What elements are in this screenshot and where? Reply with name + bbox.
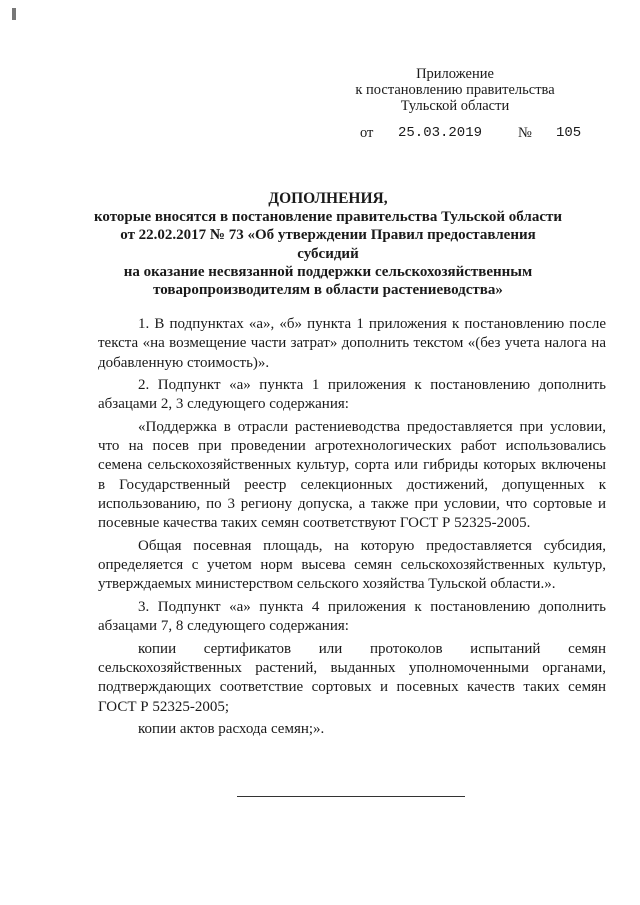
document-title: [88, 190, 568, 299]
title-heading: ДОПОЛНЕНИЯ,: [268, 190, 388, 207]
appendix-label: Приложение: [416, 66, 494, 82]
title-line-4: товаропроизводителям в области растениеводства»: [153, 282, 503, 299]
appendix-header: [330, 66, 580, 114]
decree-number: 105: [556, 125, 582, 141]
title-line-3: на оказание несвязанной поддержки сельскохозяйственным: [123, 263, 533, 280]
document-body: [98, 315, 606, 739]
title-line-2: от 22.02.2017 № 73 «Об утверждении Правил предоставления субсидий: [120, 227, 536, 262]
paragraph-3: «Поддержка в отрасли растениеводства предоставляется при условии, что на посев при проведении агротехнологических работ использовались семена сельскохозяйственных культур, сорта или гибриды которых включены в Государственный реестр селекционных достижений, допущенных к использованию, по 3 региону допуска, а также при условии, что сортовые и посевные качества таких семян соответствуют ГОСТ Р 52325-2005.: [98, 418, 606, 532]
paragraph-4: Общая посевная площадь, на которую предоставляется субсидия, определяется с учетом норм высева семян сельскохозяйственных культур, утверждаемых министерством сельского хозяйства Тульской области.».: [98, 537, 606, 593]
paragraph-6: копии сертификатов или протоколов испытаний семян сельскохозяйственных растений, выданных уполномоченными органами, подтверждающих соответствие сортовых и посевных качеств таких семян ГОСТ Р 52325-2005;: [98, 640, 606, 715]
appendix-region: Тульской области: [400, 98, 510, 114]
end-rule: [237, 796, 465, 797]
number-sign: №: [518, 125, 532, 141]
decree-date: 25.03.2019: [398, 125, 483, 141]
paragraph-7: копии актов расхода семян;».: [138, 720, 325, 737]
date-prefix: от: [360, 125, 374, 141]
appendix-reference: к постановлению правительства: [355, 82, 555, 98]
paragraph-1: 1. В подпунктах «а», «б» пункта 1 приложения к постановлению после текста «на возмещение части затрат» дополнить текстом «(без учета налога на добавленную стоимость)».: [98, 316, 606, 371]
paragraph-2: 2. Подпункт «а» пункта 1 приложения к постановлению дополнить абзацами 2, 3 следующего содержания:: [98, 377, 606, 413]
paragraph-5: 3. Подпункт «а» пункта 4 приложения к постановлению дополнить абзацами 7, 8 следующего содержания:: [98, 598, 606, 635]
title-line-1: которые вносятся в постановление правительства Тульской области: [93, 209, 563, 226]
scan-margin-mark: [12, 8, 16, 20]
